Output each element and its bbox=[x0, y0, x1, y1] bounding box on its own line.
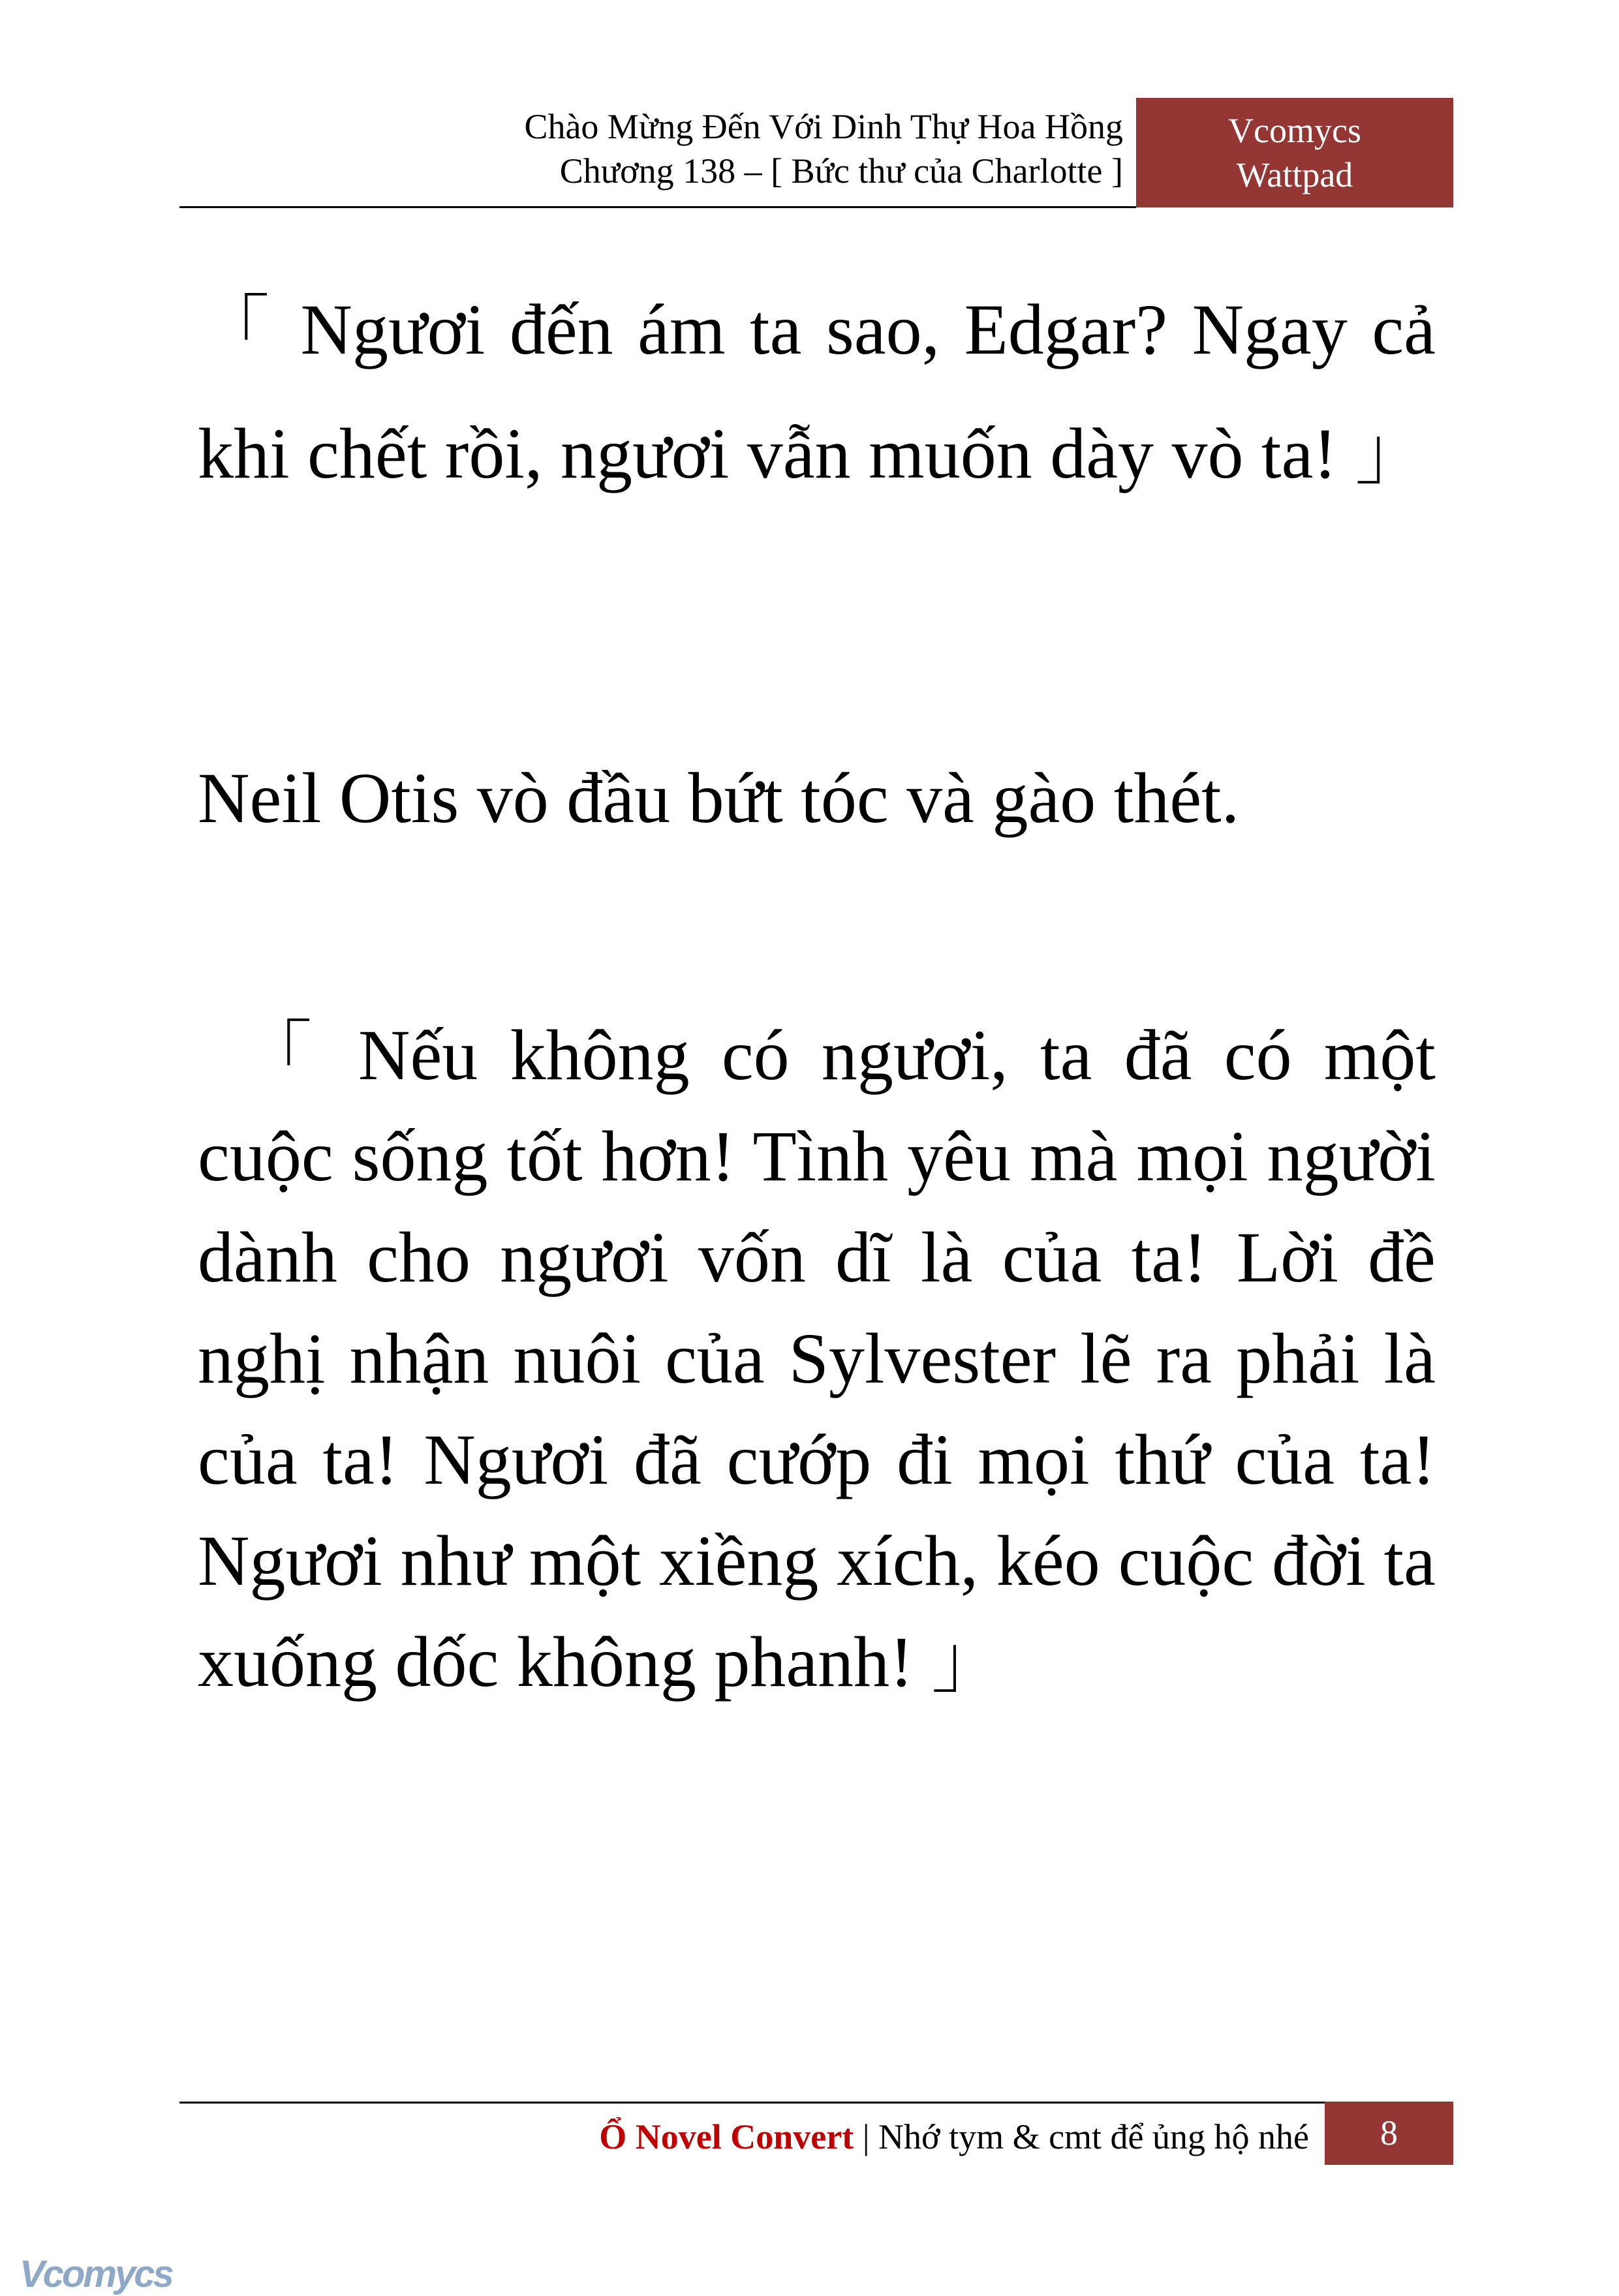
paragraph-1: 「 Ngươi đến ám ta sao, Edgar? Ngay cả khi chết rồi, ngươi vẫn muốn dày vò ta! 」 bbox=[198, 290, 1436, 493]
book-title: Chào Mừng Đến Với Dinh Thự Hoa Hồng bbox=[524, 107, 1123, 146]
header-badge-line2: Wattpad bbox=[1236, 155, 1353, 194]
footer-note: Nhớ tym & cmt để ủng hộ nhé bbox=[878, 2117, 1309, 2156]
header-badge bbox=[1136, 98, 1453, 207]
footer-brand: Ổ Novel Convert bbox=[599, 2117, 854, 2156]
paragraph-3: 「 Nếu không có ngươi, ta đã có một cuộc sống tốt hơn! Tình yêu mà mọi người dành cho ngươi vốn dĩ là của ta! Lời đề nghị nhận nuôi của Sylvester lẽ ra phải là của ta! Ngươi đã cướp đi mọi thứ của ta! Ngươi như một xiềng xích, kéo cuộc đời ta xuống dốc không phanh! 」 bbox=[198, 1015, 1436, 1702]
page-header bbox=[209, 104, 1123, 193]
paragraph-2: Neil Otis vò đầu bứt tóc và gào thét. bbox=[198, 758, 1240, 838]
page-footer bbox=[330, 2109, 1309, 2165]
header-badge-line1: Vcomycs bbox=[1228, 111, 1361, 150]
page-number: 8 bbox=[1325, 2102, 1453, 2165]
footer-separator: | bbox=[854, 2117, 879, 2156]
watermark-logo: Vcomycs bbox=[20, 2253, 172, 2295]
footer-divider bbox=[179, 2102, 1325, 2104]
chapter-title: Chương 138 – [ Bức thư của Charlotte ] bbox=[559, 151, 1123, 191]
header-divider bbox=[179, 206, 1136, 208]
